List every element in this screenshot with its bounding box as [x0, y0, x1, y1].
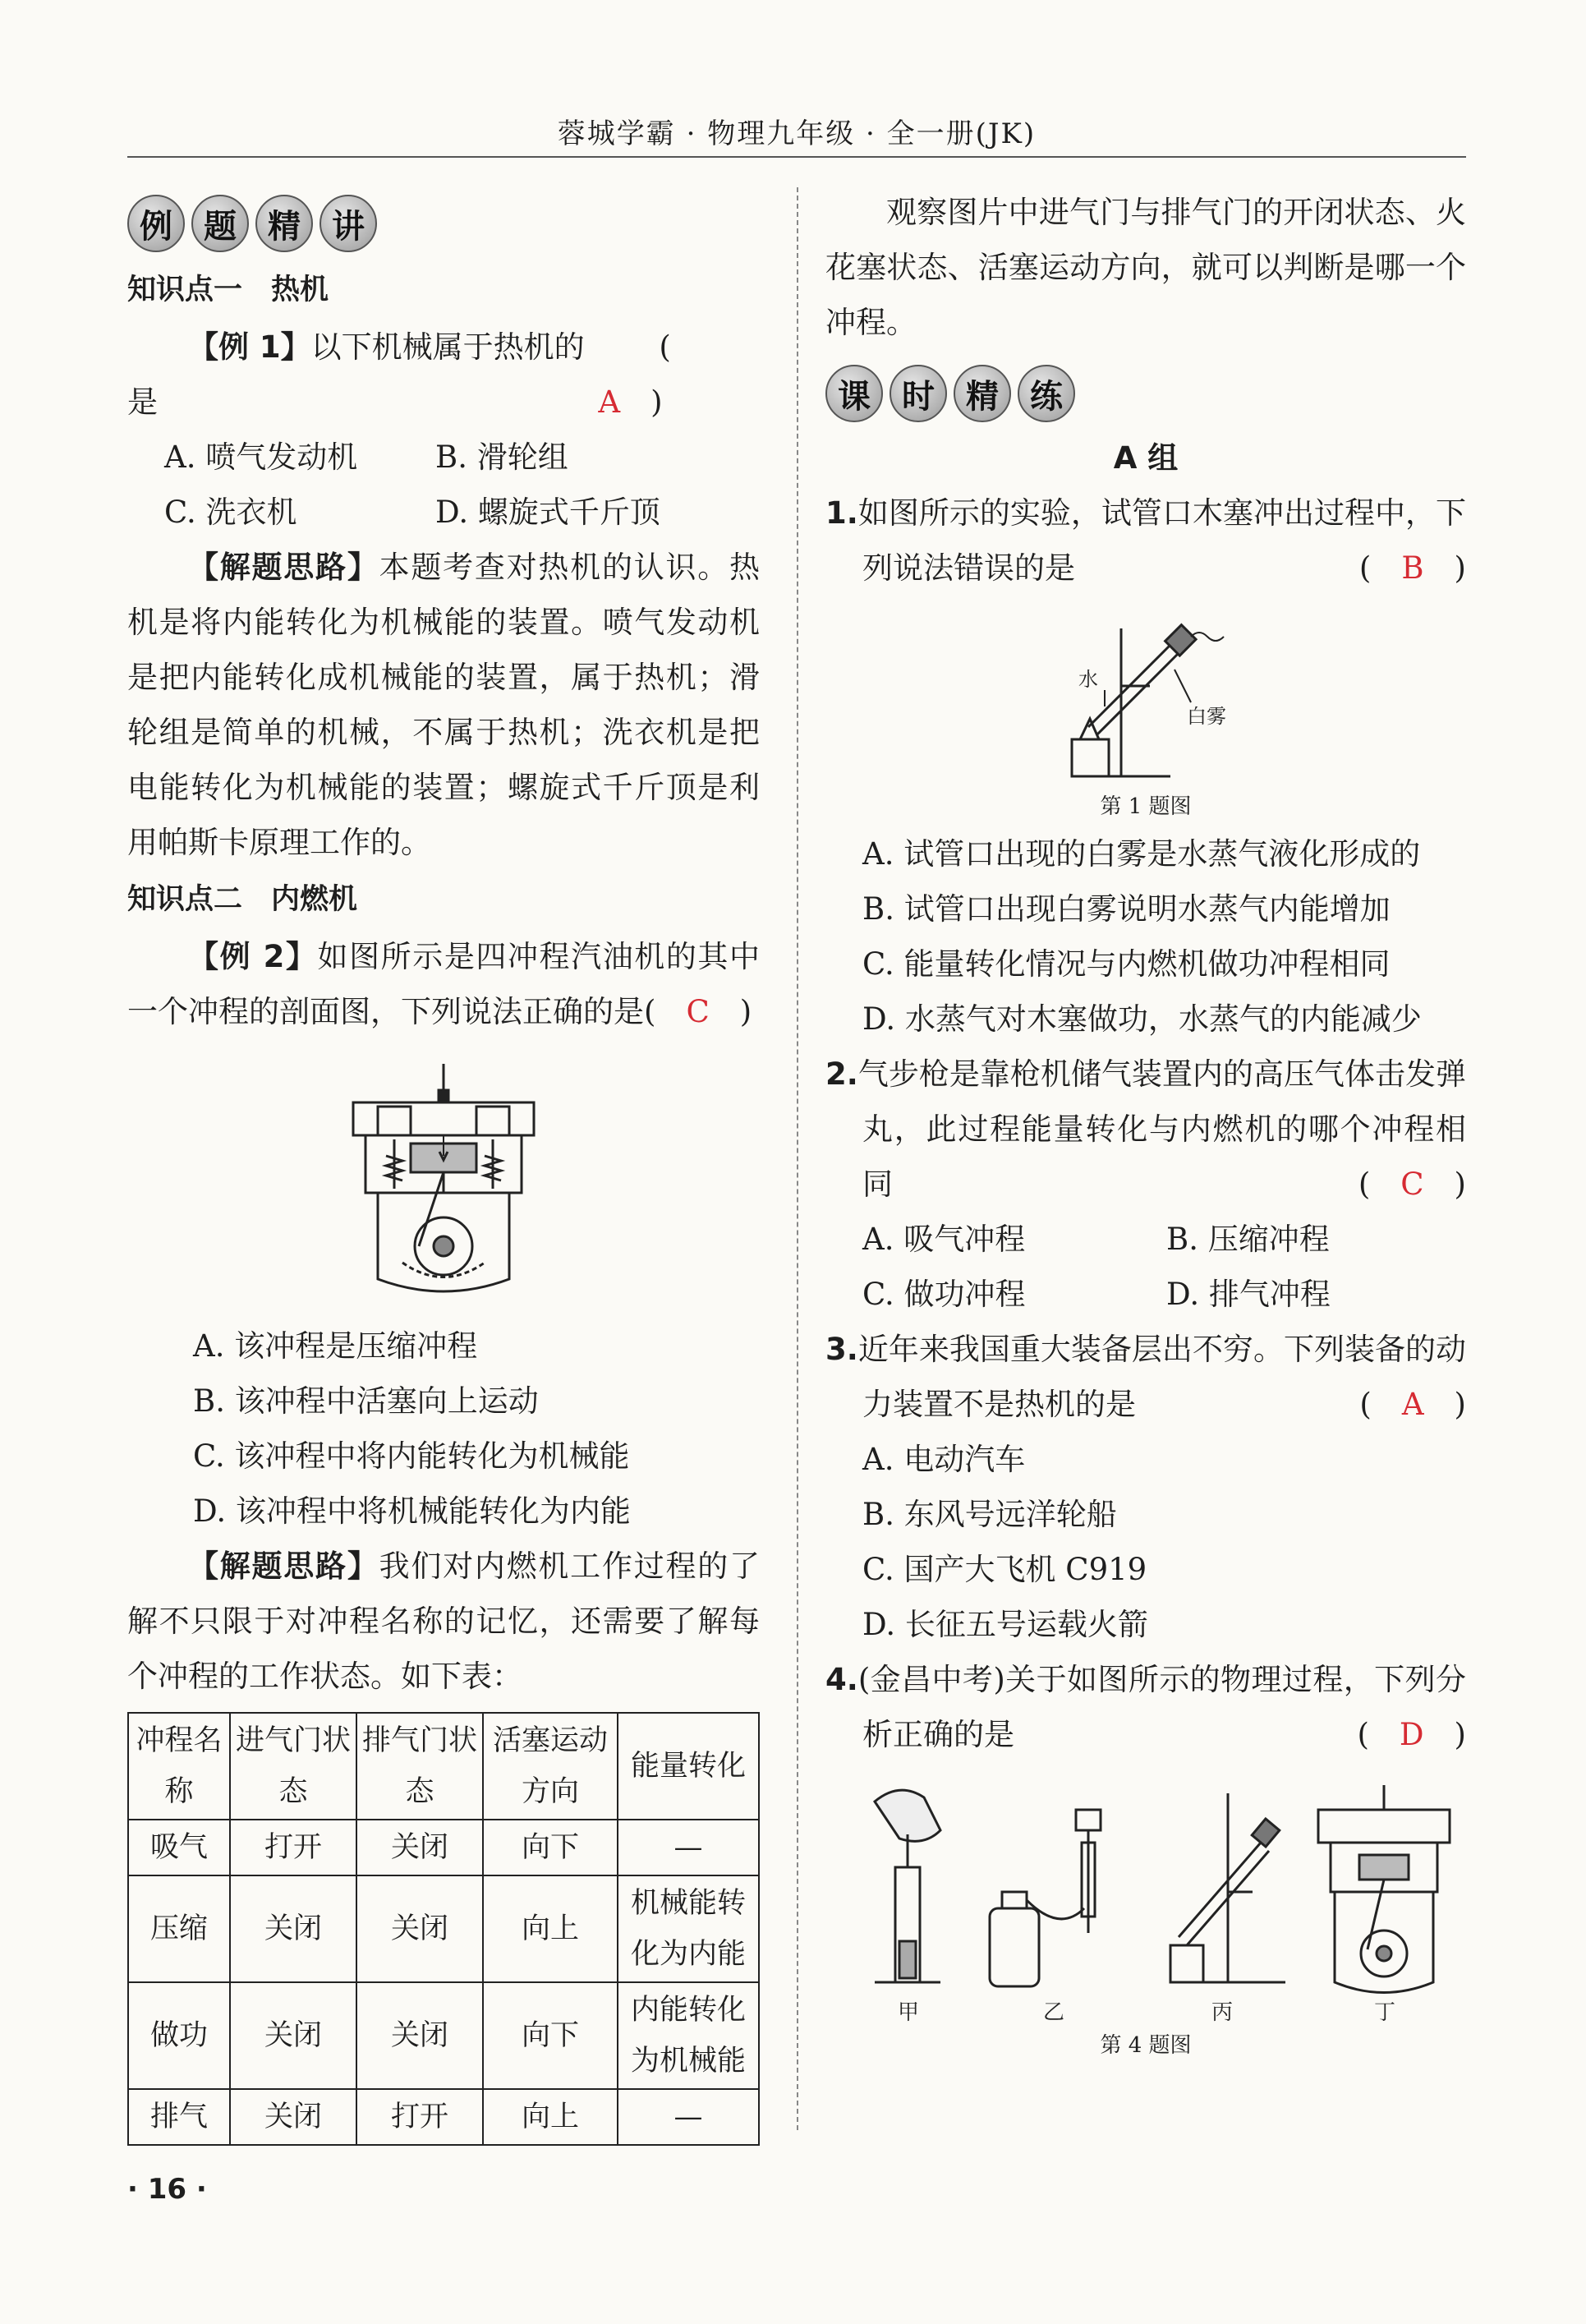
- example-1-options-row2: [127, 485, 760, 540]
- table-cell: 做功: [128, 1982, 230, 2089]
- table-row: [128, 1982, 759, 2089]
- option: C. 能量转化情况与内燃机做功冲程相同: [862, 946, 1391, 982]
- option: A. 该冲程是压缩冲程: [193, 1328, 478, 1364]
- question-1-answer: B: [1401, 550, 1424, 586]
- analysis-text: 本题考查对热机的认识。热机是将内能转化为机械能的装置。喷气发动机是把内能转化成机械能的装置，属于热机；滑轮组是简单的机械，不属于热机；洗衣机是把电能转化为机械能的装置；螺旋式千斤顶是利用帕斯卡原理工作的。: [127, 550, 761, 860]
- question-number: 1.: [825, 495, 858, 531]
- question-2-answer: C: [1400, 1167, 1424, 1202]
- example-2-stem: 【例 2】如图所示是四冲程汽油机的其中一个冲程的剖面图，下列说法正确的是( C ): [127, 939, 760, 1029]
- analysis-label: 【解题思路】: [188, 1549, 379, 1584]
- table-header-row: [128, 1713, 759, 1820]
- option: B. 该冲程中活塞向上运动: [193, 1383, 539, 1419]
- question-number: 3.: [825, 1332, 858, 1367]
- question-3-answer-line: ( A ): [1359, 1387, 1466, 1422]
- title-char: 时: [890, 365, 947, 422]
- table-row: [128, 1875, 759, 1982]
- table-cell: 排气: [128, 2089, 230, 2145]
- question-4-answer: D: [1399, 1717, 1424, 1752]
- example-1-text: 以下机械属于热机的是: [127, 329, 585, 420]
- option: B. 压缩冲程: [1166, 1222, 1330, 1257]
- four-processes-icon: [825, 1777, 1466, 2023]
- knowledge-point-2: 知识点二 内燃机: [127, 883, 358, 916]
- table-cell: 压缩: [128, 1875, 230, 1982]
- question-2-answer-line: ( C ): [1358, 1167, 1466, 1202]
- table-cell: 打开: [230, 1820, 356, 1875]
- running-header: 蓉城学霸 · 物理九年级 · 全一册(JK): [557, 117, 1037, 150]
- table-cell: 打开: [356, 2089, 483, 2145]
- stroke-table: [127, 1712, 760, 2146]
- section-title-practice: [825, 365, 1466, 422]
- question-number: 4.: [825, 1662, 858, 1697]
- knowledge-point-1: 知识点一 热机: [127, 274, 329, 306]
- example-1-analysis: [127, 540, 760, 870]
- title-char: 例: [127, 195, 185, 252]
- example-1-label: 【例 1】: [188, 329, 311, 365]
- question-4-answer-line: ( D ): [1357, 1717, 1466, 1752]
- left-column: [127, 185, 760, 2146]
- fig-label-white-fog: 白雾: [1187, 705, 1226, 728]
- table-cell: 机械能转化为内能: [618, 1875, 759, 1982]
- table-cell: 吸气: [128, 1820, 230, 1875]
- example-2-analysis: [127, 1539, 760, 1704]
- title-char: 精: [954, 365, 1011, 422]
- table-cell: 关闭: [356, 1820, 483, 1875]
- table-header: 活塞运动方向: [483, 1713, 618, 1820]
- question-text: 近年来我国重大装备层出不穷。下列装备的动力装置不是热机的是: [857, 1332, 1466, 1422]
- question-number: 2.: [825, 1056, 858, 1092]
- table-header: 进气门状态: [230, 1713, 356, 1820]
- table-cell: 关闭: [356, 1875, 483, 1982]
- fig-label-bing: 丙: [1211, 2000, 1234, 2023]
- option: D. 水蒸气对木塞做功，水蒸气的内能减少: [862, 1001, 1422, 1037]
- fig-label-jia: 甲: [898, 2000, 920, 2023]
- option: D. 长征五号运载火箭: [862, 1607, 1148, 1642]
- right-column: [825, 185, 1466, 2065]
- table-cell: 内能转化为机械能: [618, 1982, 759, 2089]
- fig-label-ding: 丁: [1374, 2000, 1396, 2023]
- page-number: · 16 ·: [127, 2173, 207, 2206]
- option: B. 滑轮组: [435, 439, 568, 475]
- header-rule: [127, 156, 1466, 158]
- example-2-label: 【例 2】: [188, 939, 318, 974]
- option: C. 国产大飞机 C919: [862, 1552, 1147, 1587]
- title-char: 讲: [319, 195, 377, 252]
- engine-cross-section-icon: [320, 1057, 567, 1304]
- table-header: 冲程名称: [128, 1713, 230, 1820]
- question-text: 关于如图所示的物理过程，下列分析正确的是: [862, 1662, 1466, 1752]
- example-2-answer: C: [686, 994, 710, 1029]
- table-cell: —: [618, 1820, 759, 1875]
- option: D. 排气冲程: [1166, 1277, 1331, 1312]
- table-cell: 向下: [483, 1820, 618, 1875]
- question-4-caption: 第 4 题图: [1100, 2033, 1192, 2058]
- option: C. 该冲程中将内能转化为机械能: [193, 1438, 630, 1474]
- title-char: 课: [825, 365, 883, 422]
- column-divider: [797, 187, 798, 2130]
- table-cell: 向上: [483, 2089, 618, 2145]
- option: C. 洗衣机: [164, 495, 297, 530]
- example-2-text: 如图所示是四冲程汽油机的其中一个冲程的剖面图，下列说法正确的是: [127, 939, 760, 1029]
- table-cell: 关闭: [230, 1875, 356, 1982]
- example-1-answer: A: [598, 384, 621, 420]
- table-row: [128, 2089, 759, 2145]
- analysis-text: 我们对内燃机工作过程的了解不只限于对冲程名称的记忆，还需要了解每个冲程的工作状态。如下表：: [127, 1549, 761, 1694]
- option: A. 喷气发动机: [164, 439, 358, 475]
- question-1-figure: [825, 612, 1466, 785]
- question-source: (金昌中考): [857, 1662, 1005, 1697]
- table-cell: 关闭: [230, 2089, 356, 2145]
- question-2-options-row2: [825, 1267, 1466, 1322]
- question-3-answer: A: [1401, 1387, 1424, 1422]
- table-cell: 向上: [483, 1875, 618, 1982]
- question-text: 如图所示的实验，试管口木塞冲出过程中，下列说法错误的是: [857, 495, 1466, 586]
- fig-label-yi: 乙: [1043, 2000, 1065, 2023]
- title-char: 精: [255, 195, 313, 252]
- test-tube-apparatus-icon: [1047, 612, 1244, 785]
- question-4-figure: [825, 1777, 1466, 2023]
- analysis-label: 【解题思路】: [188, 550, 379, 585]
- option: D. 该冲程中将机械能转化为内能: [193, 1493, 631, 1529]
- table-row: [128, 1820, 759, 1875]
- option: B. 东风号远洋轮船: [862, 1497, 1117, 1532]
- title-char: 练: [1018, 365, 1075, 422]
- title-char: 题: [191, 195, 249, 252]
- table-header: 能量转化: [618, 1713, 759, 1820]
- table-header: 排气门状态: [356, 1713, 483, 1820]
- option: A. 电动汽车: [862, 1442, 1026, 1477]
- option: A. 吸气冲程: [862, 1222, 1026, 1257]
- question-text: 气步枪是靠枪机储气装置内的高压气体击发弹丸，此过程能量转化与内燃机的哪个冲程相同: [857, 1056, 1466, 1202]
- option: D. 螺旋式千斤顶: [435, 495, 660, 530]
- example-1-stem: [127, 320, 760, 430]
- option: C. 做功冲程: [862, 1277, 1026, 1312]
- question-2-options-row1: [825, 1212, 1466, 1267]
- table-cell: 关闭: [356, 1982, 483, 2089]
- engine-figure: [127, 1057, 760, 1304]
- question-1-caption: 第 1 题图: [1100, 794, 1192, 819]
- example-1-options-row1: [127, 430, 760, 485]
- option: B. 试管口出现白雾说明水蒸气内能增加: [862, 891, 1391, 927]
- observation-note: 观察图片中进气门与排气门的开闭状态、火花塞状态、活塞运动方向，就可以判断是哪一个冲程。: [825, 195, 1466, 340]
- option: A. 试管口出现的白雾是水蒸气液化形成的: [862, 836, 1421, 872]
- fig-label-water: 水: [1078, 668, 1098, 691]
- question-1-answer-line: ( B ): [1358, 550, 1466, 586]
- table-cell: 向下: [483, 1982, 618, 2089]
- group-label: A 组: [1113, 440, 1179, 476]
- table-cell: —: [618, 2089, 759, 2145]
- section-title-examples: [127, 195, 760, 252]
- answer-bracket: ( A ): [598, 329, 701, 420]
- table-cell: 关闭: [230, 1982, 356, 2089]
